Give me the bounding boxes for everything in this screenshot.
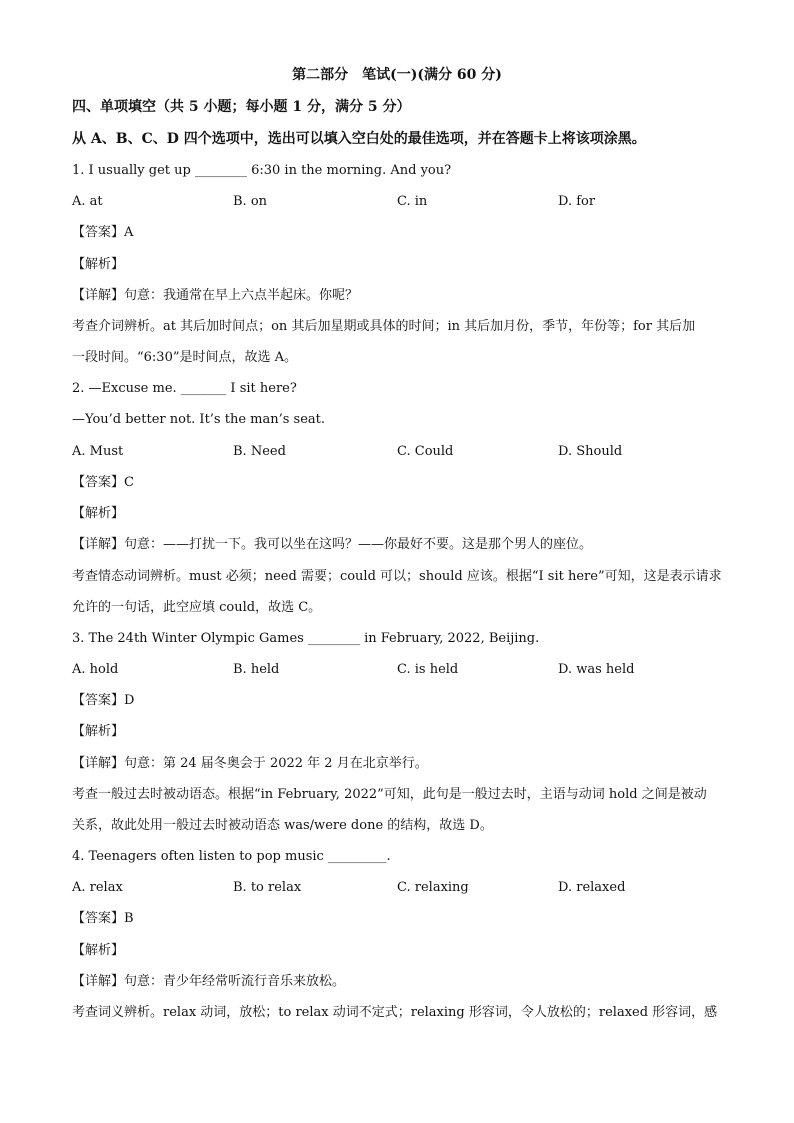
q2-explanation-line-2: 允许的一句话，此空应填 could，故选 C。: [72, 600, 322, 615]
q1-option-d: D. for: [558, 194, 596, 209]
q4-explanation-line-1: 考查词义辨析。relax 动词，放松；to relax 动词不定式；relaxing 形容词，令人放松的；relaxed 形容词，感: [72, 1005, 718, 1020]
question-4-stem: 4. Teenagers often listen to pop music _________.: [72, 849, 391, 864]
instruction-text: 从 A、B、C、D 四个选项中，选出可以填入空白处的最佳选项，并在答题卡上将该项涂黑。: [72, 131, 646, 147]
q4-option-d: D. relaxed: [558, 880, 626, 895]
q2-option-d: D. Should: [558, 444, 623, 459]
q3-option-d: D. was held: [558, 662, 635, 677]
q4-analysis-label: 【解析】: [72, 943, 125, 958]
q3-option-b: B. held: [233, 662, 280, 677]
q1-explanation-line-2: 一段时间。“6:30”是时间点，故选 A。: [72, 350, 298, 365]
question-1-stem: 1. I usually get up ________ 6:30 in the morning. And you?: [72, 163, 452, 178]
q1-detail: 【详解】句意：我通常在早上六点半起床。你呢？: [72, 288, 359, 303]
q4-detail: 【详解】句意：青少年经常听流行音乐来放松。: [72, 974, 346, 989]
q1-answer: 【答案】A: [72, 225, 134, 240]
q4-option-c: C. relaxing: [397, 880, 469, 895]
q2-option-c: C. Could: [397, 444, 454, 459]
q3-answer: 【答案】D: [72, 693, 135, 708]
page-title: 第二部分 笔试(一)(满分 60 分): [292, 67, 502, 83]
q3-explanation-line-1: 考查一般过去时被动语态。根据“in February, 2022”可知，此句是一般过去时，主语与动词 hold 之间是被动: [72, 787, 707, 802]
q1-option-b: B. on: [233, 194, 268, 209]
q2-detail: 【详解】句意：——打扰一下。我可以坐在这吗？——你最好不要。这是那个男人的座位。: [72, 537, 593, 552]
q3-option-c: C. is held: [397, 662, 459, 677]
q1-explanation-line-1: 考查介词辨析。at 其后加时间点；on 其后加星期或具体的时间；in 其后加月份，季节，年份等；for 其后加: [72, 319, 696, 334]
q1-analysis-label: 【解析】: [72, 257, 125, 272]
q2-explanation-line-1: 考查情态动词辨析。must 必须；need 需要；could 可以；should 应该。根据“I sit here”可知，这是表示请求: [72, 569, 722, 584]
q2-analysis-label: 【解析】: [72, 506, 125, 521]
question-2-stem: 2. —Excuse me. _______ I sit here?: [72, 381, 297, 396]
q2-option-a: A. Must: [72, 444, 124, 459]
q3-option-a: A. hold: [72, 662, 119, 677]
q2-answer: 【答案】C: [72, 475, 134, 490]
q4-option-b: B. to relax: [233, 880, 302, 895]
q1-option-c: C. in: [397, 194, 428, 209]
q3-detail: 【详解】句意：第 24 届冬奥会于 2022 年 2 月在北京举行。: [72, 756, 428, 771]
q3-analysis-label: 【解析】: [72, 724, 125, 739]
q4-option-a: A. relax: [72, 880, 123, 895]
q4-answer: 【答案】B: [72, 911, 134, 926]
q1-option-a: A. at: [72, 194, 103, 209]
question-3-stem: 3. The 24th Winter Olympic Games ________ in February, 2022, Beijing.: [72, 631, 540, 646]
question-2-stem-reply: —You’d better not. It’s the man’s seat.: [72, 412, 326, 427]
q3-explanation-line-2: 关系，故此处用一般过去时被动语态 was/were done 的结构，故选 D。: [72, 818, 493, 833]
q2-option-b: B. Need: [233, 444, 286, 459]
section-heading: 四、单项填空（共 5 小题；每小题 1 分，满分 5 分）: [72, 99, 411, 115]
